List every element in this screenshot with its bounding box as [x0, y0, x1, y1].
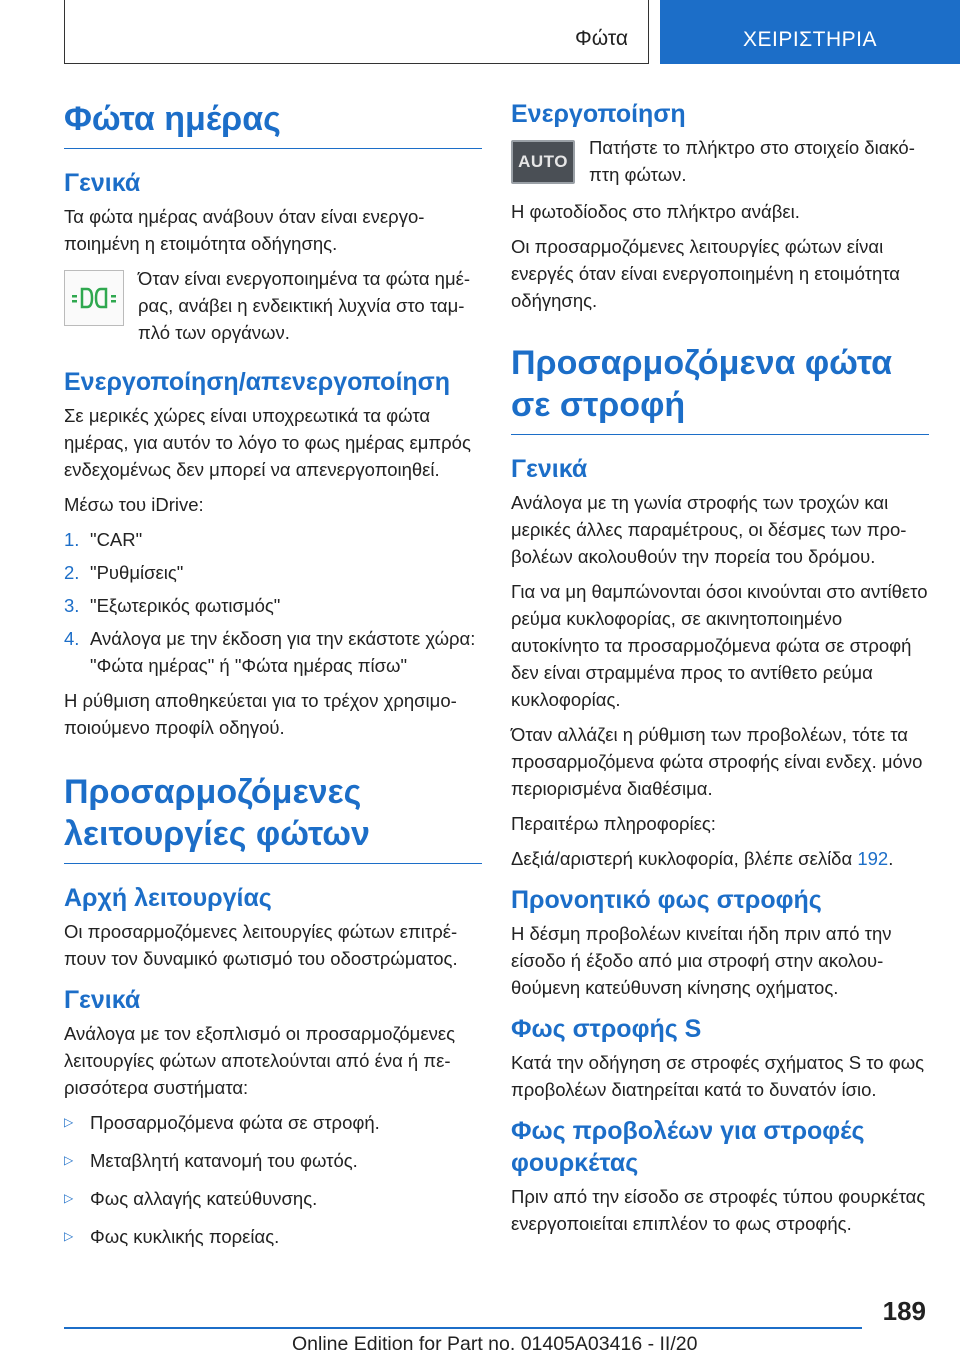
page-reference-link[interactable]: 192	[857, 848, 889, 869]
text-curve-1: Ανάλογα με τη γωνία στροφής των τροχών και μερικές άλλες παραμέτρους, οι δέσμες των προβολέων ακολουθούν την πορεία του δρόμου.	[511, 492, 907, 567]
footer-edition: Online Edition for Part no. 01405A03416 - II/20	[292, 1333, 698, 1355]
text-active: Οι προσαρμοζόμενες λειτουργίες φώτων είναι ενεργές όταν είναι ενεργοποιημένη η ετοιμότητα οδήγησης.	[511, 236, 900, 311]
header-section-title: Φώτα	[575, 27, 628, 50]
heading-curve-lights: Προσαρμοζόμενα φώτα σε στροφή	[511, 342, 929, 435]
list-item: 1. "CAR"	[64, 529, 143, 550]
heading-general-2: Γενικά	[64, 986, 141, 1014]
heading-predictive: Προνοητικό φως στροφής	[511, 886, 822, 914]
left-column	[64, 98, 482, 1261]
systems-list	[64, 1109, 482, 1250]
text-hairpin: Πριν από την είσοδο σε στροφές τύπου φουρκέτας ενεργοποιείται επιπλέον το φως στροφής.	[511, 1186, 926, 1234]
daytime-lights-indicator-icon	[64, 270, 124, 326]
heading-s-curve: Φως στροφής S	[511, 1015, 702, 1043]
text-general-2: Ανάλογα με τον εξοπλισμό οι προσαρμοζόμενες λειτουργίες φώτων αποτελούνται από ένα ή περισσότερα συστήματα:	[64, 1023, 455, 1098]
heading-daytime-lights: Φώτα ημέρας	[64, 98, 482, 149]
list-item: ▷ Προσαρμοζόμενα φώτα σε στροφή.	[64, 1109, 482, 1136]
triangle-bullet-icon: ▷	[64, 1115, 74, 1129]
text-principle: Οι προσαρμοζόμενες λειτουργίες φώτων επιτρέπουν τον δυναμικό φωτισμό του οδοστρώματος.	[64, 921, 458, 969]
heading-adaptive-functions: Προσαρμοζόμενες λειτουργίες φώτων	[64, 771, 482, 864]
list-item: 2. "Ρυθμίσεις"	[64, 562, 184, 583]
text-saved: Η ρύθμιση αποθηκεύεται για το τρέχον χρησιμοποιούμενο προφίλ οδηγού.	[64, 690, 457, 738]
heading-activation: Ενεργοποίηση	[511, 100, 686, 128]
indicator-note	[64, 265, 482, 346]
triangle-bullet-icon: ▷	[64, 1229, 74, 1243]
heading-general: Γενικά	[64, 169, 141, 197]
idrive-steps	[64, 526, 482, 679]
heading-hairpin: Φως προβολέων για στροφές φουρκέτας	[511, 1117, 865, 1177]
heading-principle: Αρχή λειτουργίας	[64, 884, 272, 912]
list-item: ▷ Μεταβλητή κατανομή του φωτός.	[64, 1147, 482, 1174]
header-chapter-tab: ΧΕΙΡΙΣΤΗΡΙΑ	[660, 0, 960, 64]
page-header	[0, 0, 960, 66]
auto-button-icon: AUTO	[511, 140, 575, 184]
list-item: ▷ Φως κυκλικής πορείας.	[64, 1223, 482, 1250]
auto-button-note	[511, 134, 929, 188]
header-section-box	[64, 0, 649, 64]
heading-on-off: Ενεργοποίηση/απενεργοποίηση	[64, 368, 451, 396]
list-item: ▷ Φως αλλαγής κατεύθυνσης.	[64, 1185, 482, 1212]
list-item: 3. "Εξωτερικός φωτισμός"	[64, 595, 281, 616]
list-item: 4. Ανάλογα με την έκδοση για την εκάστοτε χώρα: "Φώτα ημέρας" ή "Φώτα ημέρας πίσω"	[64, 628, 476, 676]
page-number: 189	[882, 1296, 926, 1326]
text-on-off: Σε μερικές χώρες είναι υποχρεωτικά τα φώτα ημέρας, για αυτόν το λόγο το φως ημέρας εμπρός ενδεχομένως δεν μπορεί να απενεργοποιηθεί.	[64, 405, 471, 480]
text-curve-3: Όταν αλλάζει η ρύθμιση των προβολέων, τότε τα προσαρμοζόμενα φώτα στροφής είναι ενδεχ. μόνο περιορισμένα διαθέσιμα.	[511, 724, 923, 799]
text-indicator: Όταν είναι ενεργοποιημένα τα φώτα ημέρας, ανάβει η ενδεικτική λυχνία στο ταμπλό των οργάνων.	[138, 268, 471, 343]
text-more-info: Περαιτέρω πληροφορίες:	[511, 813, 716, 834]
triangle-bullet-icon: ▷	[64, 1153, 74, 1167]
text-reference: Δεξιά/αριστερή κυκλοφορία, βλέπε σελίδα 192.	[511, 848, 894, 869]
text-s-curve: Κατά την οδήγηση σε στροφές σχήματος S το φως προβολέων διατηρείται κατά το δυνατόν ίσιο.	[511, 1052, 925, 1100]
text-curve-2: Για να μη θαμπώνονται όσοι κινούνται στο αντίθετο ρεύμα κυκλοφορίας, σε ακινητοποιημένο αυτοκίνητο τα προσαρμοζόμενα φώτα σε στροφή δεν είναι στραμμένα προς το αντίθετο ρεύμα κυκλοφορίας.	[511, 581, 928, 710]
heading-general-right: Γενικά	[511, 455, 588, 483]
text-predictive: Η δέσμη προβολέων κινείται ήδη πριν από την είσοδο ή έξοδο από μια στροφή στην ακολουθούμενη κατεύθυνση κίνησης οχήματος.	[511, 923, 892, 998]
text-press: Πατήστε το πλήκτρο στο στοιχείο διακόπτη φώτων.	[589, 137, 915, 185]
right-column	[511, 98, 929, 1245]
footer-divider	[64, 1327, 862, 1329]
text-general: Τα φώτα ημέρας ανάβουν όταν είναι ενεργοποιημένη η ετοιμότητα οδήγησης.	[64, 206, 425, 254]
triangle-bullet-icon: ▷	[64, 1191, 74, 1205]
text-led: Η φωτοδίοδος στο πλήκτρο ανάβει.	[511, 201, 800, 222]
text-idrive: Μέσω του iDrive:	[64, 494, 204, 515]
